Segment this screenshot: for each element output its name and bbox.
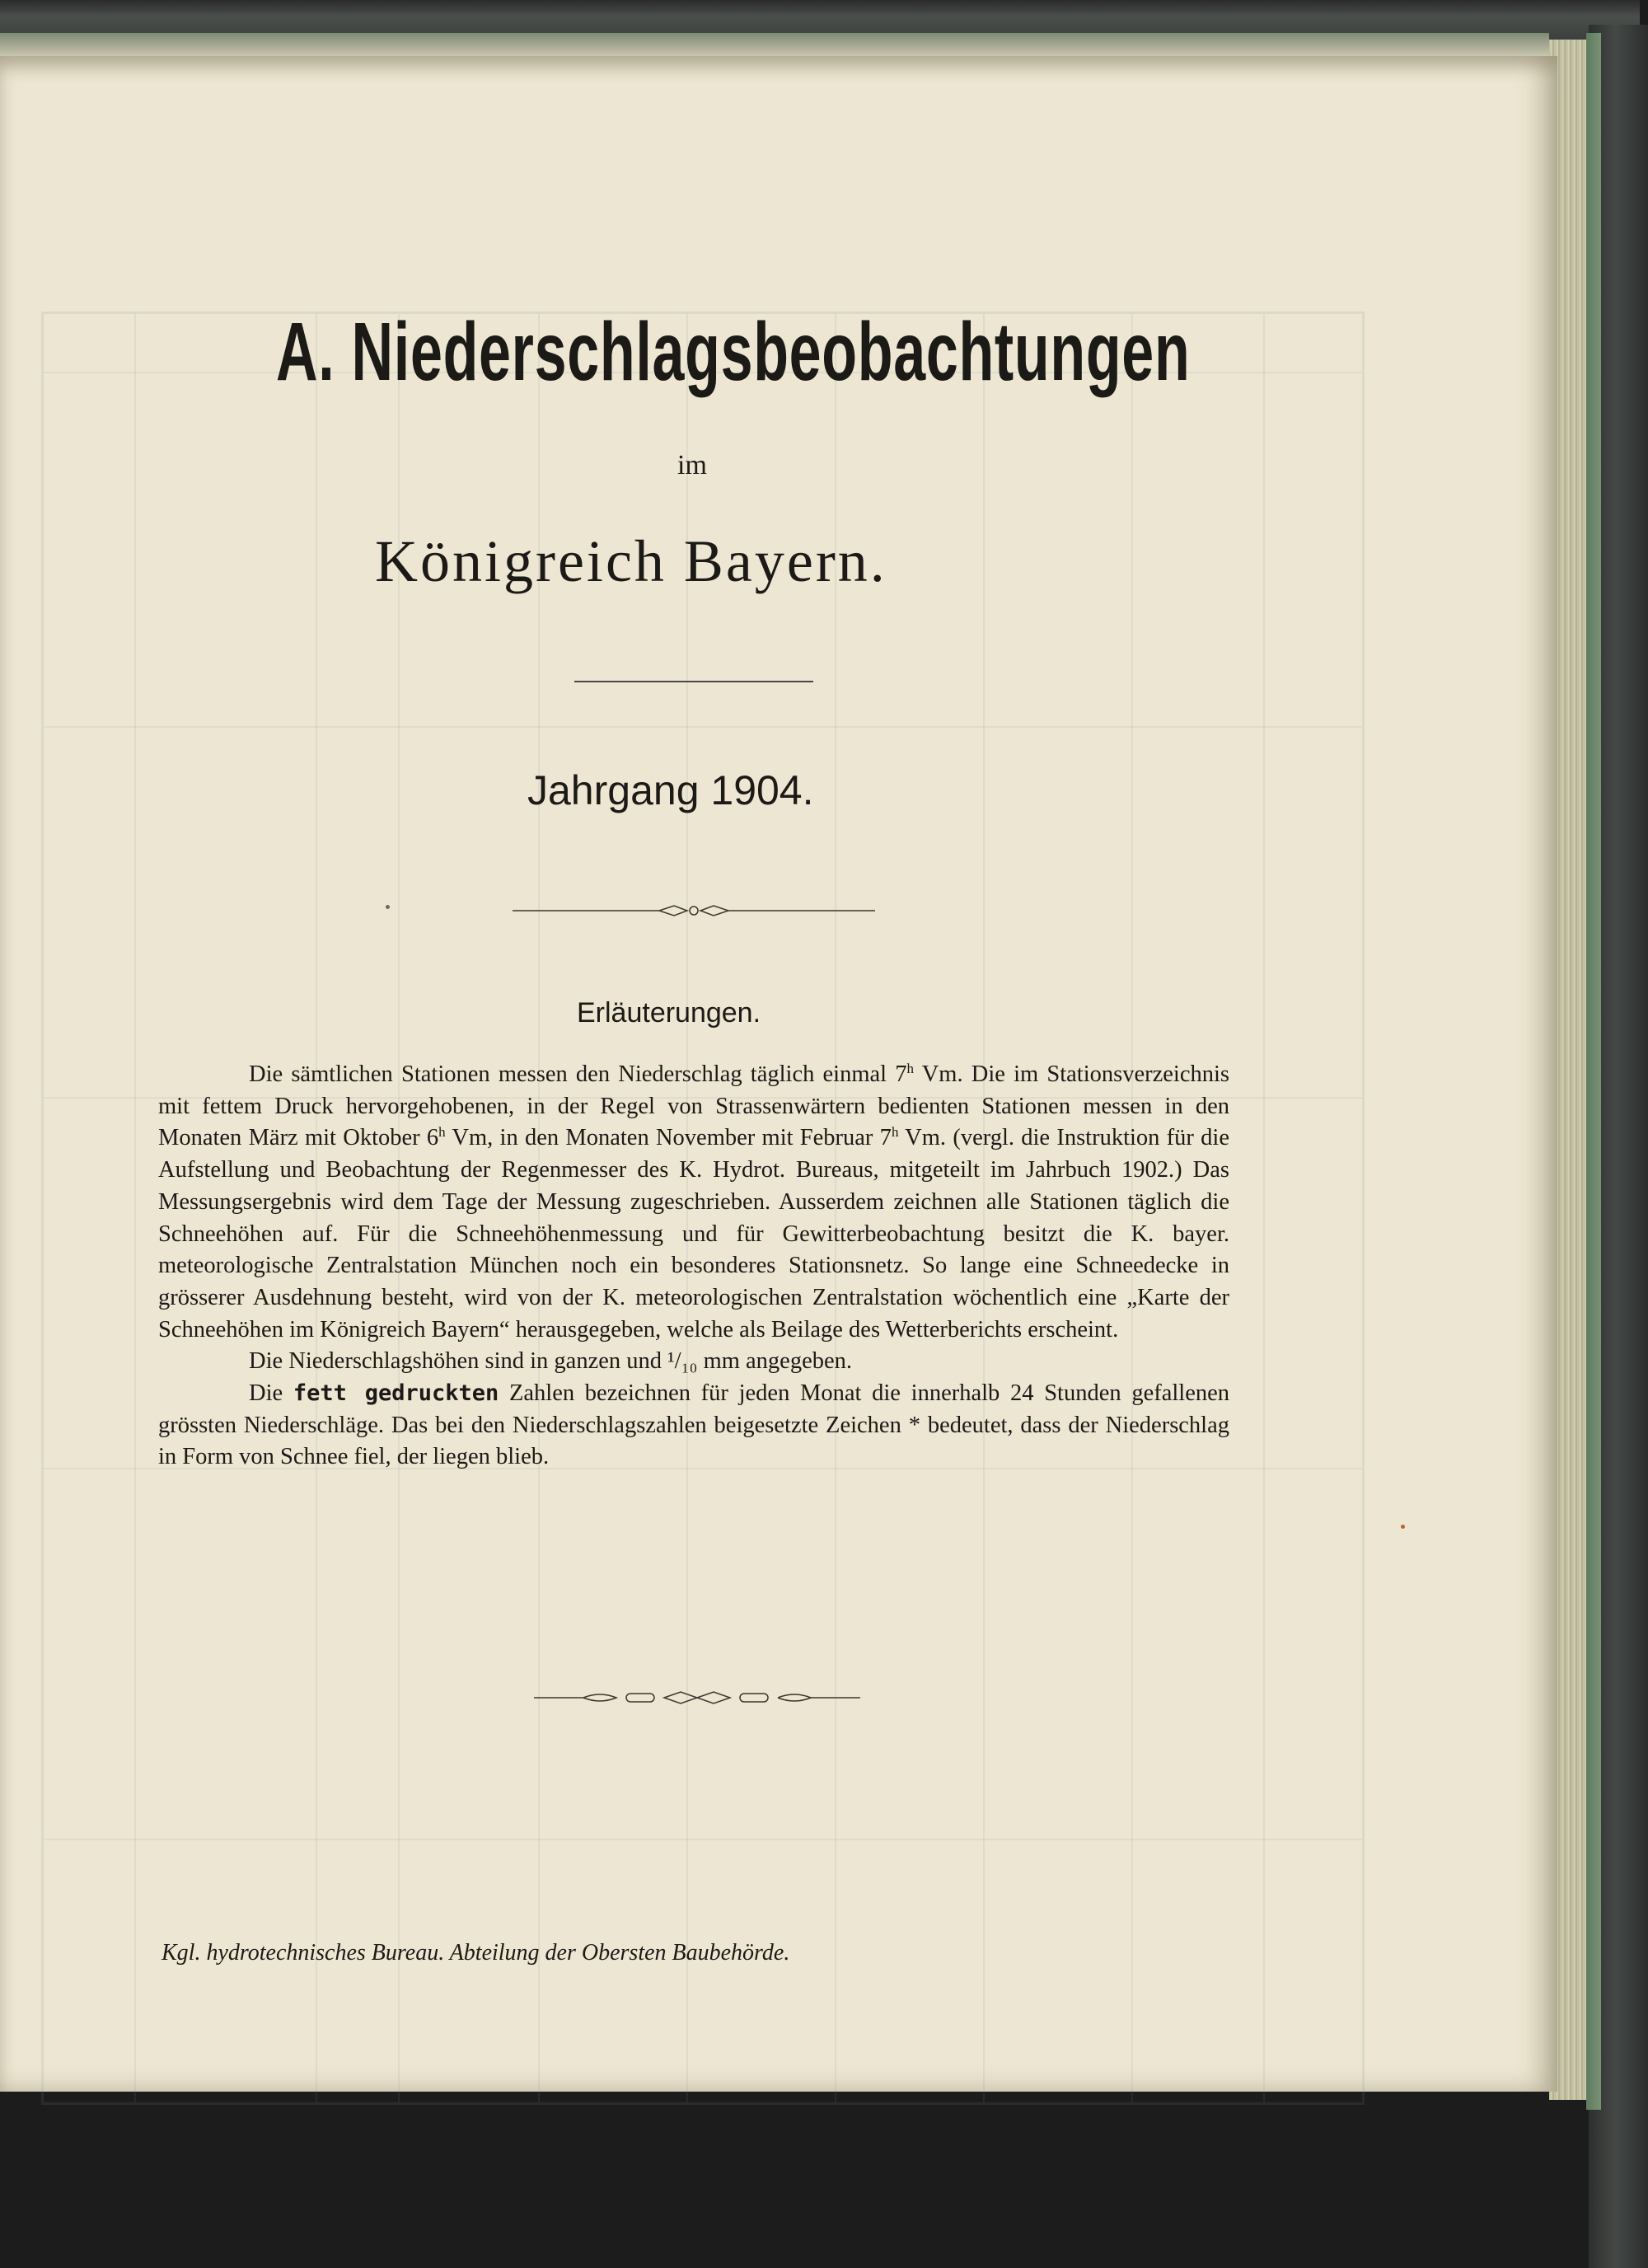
paragraph-1: Die sämtlichen Stationen messen den Niederschlag täglich einmal 7$^h$ Vm. Die im Stationsverzeichnis mit fettem Druck hervorgehobenen, in der Regel von Strassenwärtern bedienten Stationen messen in den Monaten März mit Oktober 6$^h$ Vm, in den Monaten November mit Februar 7$^h$ Vm. (vergl. die Instruktion für die Aufstellung und Beobachtung der Regenmesser des K. Hydrot. Bureaus, mitgeteilt im Jahrbuch 1902.) Das Messungsergebnis wird dem Tage der Messung zugeschrieben. Ausserdem zeichnen alle Stationen täglich die Schneehöhen auf. Für die Schneehöhenmessung und für Gewitterbeobachtung besitzt die K. bayer. meteorologische Zentralstation München noch ein besonderes Stationsnetz. So lange eine Schneedecke in grösserer Ausdehnung besteht, wird von der K. meteorologischen Zentralstation wöchentlich eine „Karte der Schneehöhen im Königreich Bayern“ herausgegeben, welche als Beilage des Wetterberichts erscheint. [158,1061,1229,1343]
title-connector: im [677,450,707,480]
title-divider [574,681,813,682]
ornament-divider-1 [513,901,875,921]
paragraph-2: Die Niederschlagshöhen sind in ganzen und ¹/₁₀ mm angegeben. [249,1348,853,1375]
green-page-edge [1586,33,1601,2110]
explanation-text [158,1059,1229,1474]
ornament-divider-2 [534,1688,860,1708]
section-heading: Erläuterungen. [577,997,761,1029]
publisher-footer: Kgl. hydrotechnisches Bureau. Abteilung der Obersten Baubehörde. [162,1940,790,1966]
bold-phrase: fett gedruckten [293,1380,499,1407]
paragraph-3: Die fett gedruckten Zahlen bezeichnen für jeden Monat die innerhalb 24 Stunden gefallenen grössten Niederschläge. Das bei den Niederschlagszahlen beigesetzte Zeichen * bedeutet, dass der Niederschlag in Form von Schnee fiel, der liegen blieb. [158,1380,1229,1470]
paper-speck [1401,1525,1405,1529]
year-label: Jahrgang 1904. [527,767,814,813]
page-subtitle: Königreich Bayern. [375,528,887,594]
page-title: A. Niederschlagsbeobachtungen [276,306,1191,398]
paper-speck [386,905,390,909]
